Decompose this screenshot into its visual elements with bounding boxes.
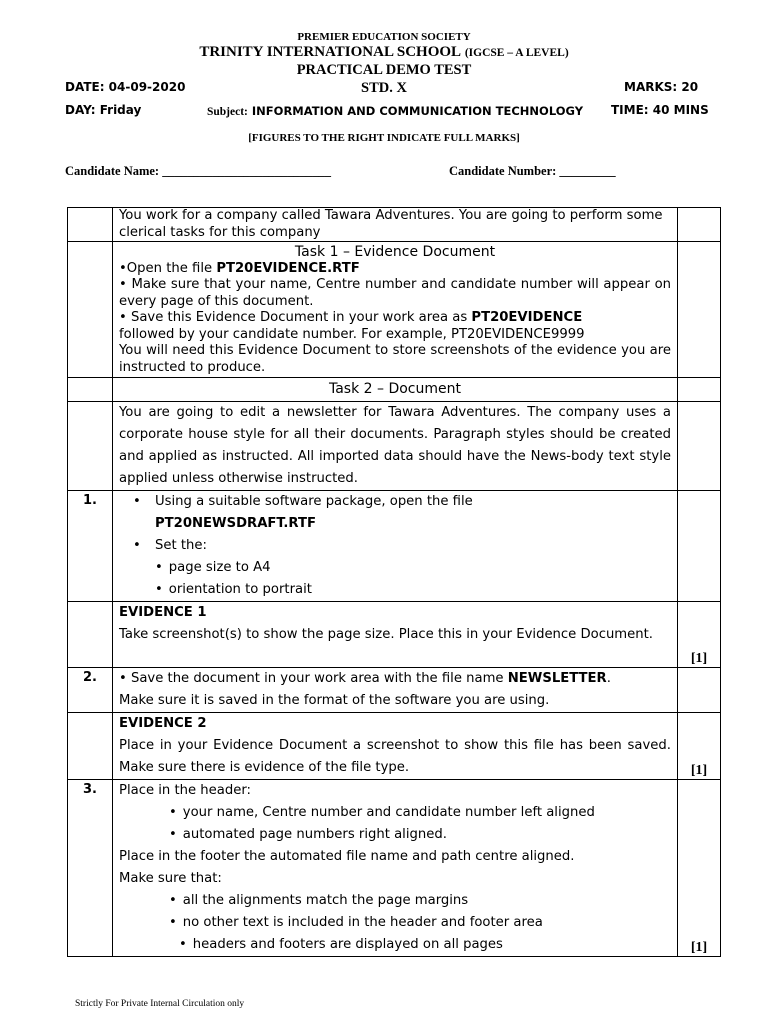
task1-title: Task 1 – Evidence Document <box>294 244 496 260</box>
table-row <box>68 491 721 602</box>
q1-line-open <box>119 491 671 513</box>
q1-line-open-text: Using a suitable software package, open the file <box>155 494 473 509</box>
evidence-2-title: EVIDENCE 2 <box>119 716 207 731</box>
task2-intro: You are going to edit a newsletter for Tawara Adventures. The company uses a corporate house style for all their documents. Paragraph styles should be created and applied as instructed. All imported data should have the News-body text style applied unless otherwise instructed. <box>113 402 678 491</box>
time: TIME: 40 MINS <box>611 103 709 117</box>
date: DATE: 04-09-2020 <box>65 80 186 94</box>
school-suffix: (IGCSE – A LEVEL) <box>464 47 569 59</box>
task1-bullet-save <box>119 310 671 327</box>
marks-note: [FIGURES TO THE RIGHT INDICATE FULL MARKS] <box>248 132 520 144</box>
candidate-name: Candidate Name: ___________________________ <box>65 164 331 178</box>
task1-bullet-save-text: • Save this Evidence Document in your work area as <box>119 310 472 325</box>
table-row <box>68 780 721 957</box>
q3-alignments: • all the alignments match the page margins <box>119 890 671 912</box>
q3-make-sure: Make sure that: <box>119 871 222 886</box>
day: DAY: Friday <box>65 103 142 117</box>
table-row <box>68 713 721 780</box>
q3-header-intro: Place in the header: <box>119 783 251 798</box>
subject <box>207 104 583 118</box>
q3-footer: Place in the footer the automated file name and path centre aligned. <box>119 849 575 864</box>
q2-line-save-text: • Save the document in your work area with the file name <box>119 671 508 686</box>
q2-line-save <box>119 668 671 690</box>
evidence-1-text: Take screenshot(s) to show the page size. Place this in your Evidence Document. <box>119 627 653 642</box>
school-title: TRINITY INTERNATIONAL SCHOOL <box>199 44 462 60</box>
question-number: 3. <box>68 780 113 957</box>
row-number <box>68 402 113 491</box>
q3-header-left: • your name, Centre number and candidate number left aligned <box>119 802 671 824</box>
task1-bullet-open-text: •Open the file <box>119 260 217 276</box>
q3-header-right: • automated page numbers right aligned. <box>119 824 671 846</box>
row-number <box>68 242 113 378</box>
q1-line-set-text: Set the: <box>155 538 207 553</box>
evidence-1-title: EVIDENCE 1 <box>119 605 207 620</box>
row-number <box>68 602 113 668</box>
row-marks <box>678 668 721 713</box>
row-marks <box>678 208 721 242</box>
task1-bullet-open <box>119 261 671 278</box>
table-row <box>68 378 721 402</box>
table-row <box>68 602 721 668</box>
q2-filename: NEWSLETTER <box>507 671 607 686</box>
q1-filename: PT20NEWSDRAFT.RTF <box>155 516 316 531</box>
bullet-icon: • <box>133 494 141 509</box>
q2-line-format: Make sure it is saved in the format of the software you are using. <box>119 693 550 708</box>
table-row <box>68 208 721 242</box>
q3-no-other-text: • no other text is included in the header and footer area <box>119 912 671 934</box>
row-number <box>68 208 113 242</box>
task1-evidence-filename: PT20EVIDENCE.RTF <box>216 260 360 276</box>
evidence-1-marks: [1] <box>678 602 721 668</box>
intro-text: You work for a company called Tawara Adventures. You are going to perform some clerical tasks for this company <box>113 208 678 242</box>
row-number <box>68 378 113 402</box>
evidence-1-cell <box>113 602 678 668</box>
table-row <box>68 402 721 491</box>
task1-save-filename: PT20EVIDENCE <box>471 310 583 325</box>
evidence-2-marks: [1] <box>678 713 721 780</box>
table-row <box>68 242 721 378</box>
question-number: 1. <box>68 491 113 602</box>
q2-period: . <box>606 671 611 686</box>
standard: STD. X <box>361 80 407 96</box>
row-marks <box>678 242 721 378</box>
school-name <box>0 44 768 61</box>
task1-note: You will need this Evidence Document to store screenshots of the evidence you are instructed to produce. <box>119 343 671 375</box>
question-number: 2. <box>68 668 113 713</box>
q1-orientation: • orientation to portrait <box>119 579 671 601</box>
society-name: PREMIER EDUCATION SOCIETY <box>297 31 471 43</box>
evidence-2-text: Place in your Evidence Document a screenshot to show this file has been saved. Make sure there is evidence of the file type. <box>119 738 671 775</box>
row-marks <box>678 402 721 491</box>
q1-page-size: • page size to A4 <box>119 557 671 579</box>
bullet-icon: • <box>133 538 141 553</box>
subject-value: INFORMATION AND COMMUNICATION TECHNOLOGY <box>251 104 584 118</box>
test-title: PRACTICAL DEMO TEST <box>296 62 472 78</box>
candidate-number: Candidate Number: _________ <box>449 164 616 178</box>
marks-total: MARKS: 20 <box>624 80 699 94</box>
question-1-cell <box>113 491 678 602</box>
q1-line-set <box>119 535 671 557</box>
row-marks <box>678 491 721 602</box>
question-2-cell <box>113 668 678 713</box>
task1-cell <box>113 242 678 378</box>
evidence-2-cell <box>113 713 678 780</box>
table-row <box>68 668 721 713</box>
footer-note: Strictly For Private Internal Circulation only <box>75 999 245 1009</box>
question-3-cell <box>113 780 678 957</box>
task1-bullet-save-example: followed by your candidate number. For example, PT20EVIDENCE9999 <box>119 326 585 342</box>
subject-label: Subject: <box>207 106 248 118</box>
q3-all-pages: • headers and footers are displayed on all pages <box>119 934 671 956</box>
row-number <box>68 713 113 780</box>
task1-bullet-name: • Make sure that your name, Centre number and candidate number will appear on every page of this document. <box>119 277 671 309</box>
question-table <box>67 207 721 957</box>
row-marks <box>678 378 721 402</box>
task2-title: Task 2 – Document <box>113 378 678 402</box>
question-3-marks: [1] <box>678 780 721 957</box>
